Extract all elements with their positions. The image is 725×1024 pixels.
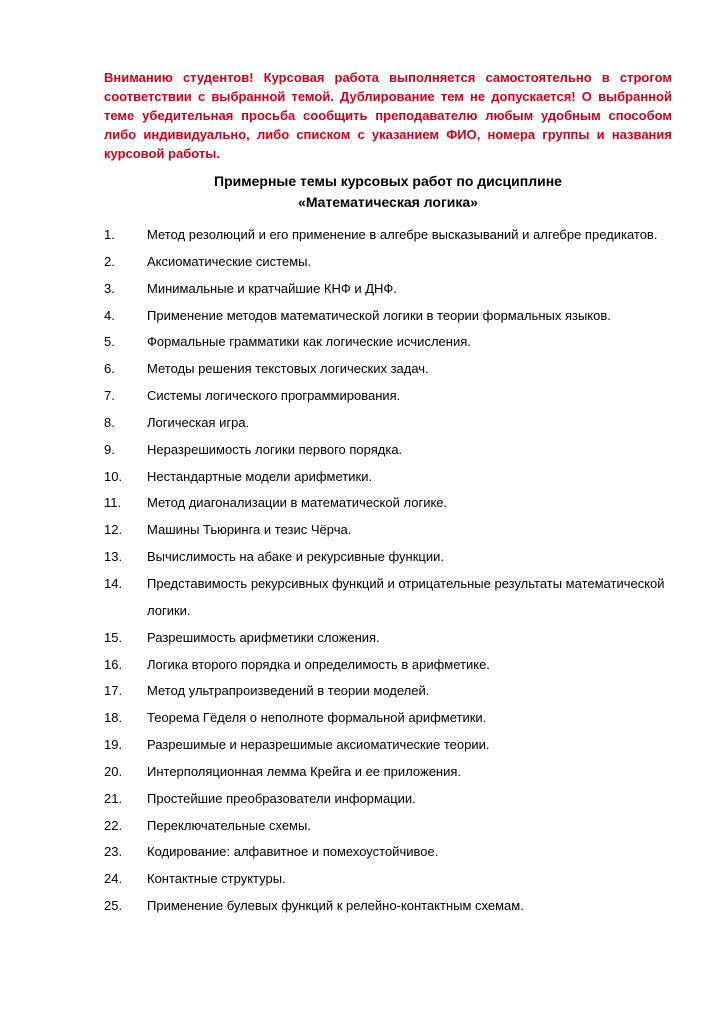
list-item-number: 9. xyxy=(104,441,115,457)
list-item xyxy=(104,383,674,410)
list-item-text: Применение булевых функций к релейно-контактным схемам. xyxy=(147,898,524,914)
list-item xyxy=(104,571,674,625)
list-item xyxy=(104,356,674,383)
list-item-text: Аксиоматические системы. xyxy=(147,253,312,269)
list-item-number: 25. xyxy=(104,898,123,914)
page-title xyxy=(104,171,672,213)
list-item-text: Нестандартные модели арифметики. xyxy=(147,468,373,484)
list-item xyxy=(104,464,674,491)
list-item xyxy=(104,786,674,813)
list-item-number: 8. xyxy=(104,414,115,430)
list-item-text: Переключательные схемы. xyxy=(147,817,311,833)
list-item xyxy=(104,732,674,759)
list-item-number: 12. xyxy=(104,522,123,538)
list-item-number: 2. xyxy=(104,253,115,269)
list-item xyxy=(104,813,674,840)
list-item xyxy=(104,759,674,786)
list-item xyxy=(104,249,674,276)
list-item-number: 20. xyxy=(104,763,123,779)
list-item xyxy=(104,329,674,356)
list-item-text: Системы логического программирования. xyxy=(147,388,401,404)
list-item-number: 17. xyxy=(104,683,123,699)
list-item-text: Логика второго порядка и определимость в арифметике. xyxy=(147,656,490,672)
list-item-text: Метод резолюций и его применение в алгебре высказываний и алгебре предикатов. xyxy=(147,227,658,242)
page-title-line-1: Примерные темы курсовых работ по дисциплине xyxy=(214,173,562,189)
list-item-text: Метод ультрапроизведений в теории моделей. xyxy=(147,683,430,699)
list-item-text: Разрешимость арифметики сложения. xyxy=(147,629,380,645)
list-item xyxy=(104,866,674,893)
list-item xyxy=(104,490,674,517)
page-title-line-2: «Математическая логика» xyxy=(298,194,478,210)
list-item-text: Разрешимые и неразрешимые аксиоматические теории. xyxy=(147,737,490,753)
list-item-number: 16. xyxy=(104,656,123,672)
list-item xyxy=(104,705,674,732)
list-item-number: 15. xyxy=(104,629,123,645)
list-item-number: 13. xyxy=(104,549,123,565)
list-item-text: Кодирование: алфавитное и помехоустойчивое. xyxy=(147,844,439,860)
list-item-number: 24. xyxy=(104,871,123,887)
list-item xyxy=(104,544,674,571)
list-item-number: 1. xyxy=(104,227,115,242)
list-item-text: Формальные грамматики как логические исчисления. xyxy=(147,334,471,350)
students-notice: Вниманию студентов! Курсовая работа выполняется самостоятельно в строгом соответствии с выбранной темой. Дублирование тем не допускается! О выбранной теме убедительная просьба сообщить преподавателю любым удобным способом либо индивидуально, либо списком с указанием ФИО, номера группы и названия курсовой работы. xyxy=(104,70,672,161)
list-item xyxy=(104,303,674,330)
list-item-number: 7. xyxy=(104,388,115,404)
list-item-text: Контактные структуры. xyxy=(147,871,286,887)
list-item xyxy=(104,410,674,437)
list-item-text: Применение методов математической логики в теории формальных языков. xyxy=(147,307,611,323)
list-item-text: Теорема Гёделя о неполноте формальной арифметики. xyxy=(147,710,487,726)
list-item-text: Минимальные и кратчайшие КНФ и ДНФ. xyxy=(147,280,397,296)
list-item-text: Неразрешимость логики первого порядка. xyxy=(147,441,403,457)
list-item-number: 23. xyxy=(104,844,123,860)
list-item-text: Вычислимость на абаке и рекурсивные функции. xyxy=(147,549,444,565)
list-item xyxy=(104,839,674,866)
list-item-number: 22. xyxy=(104,817,123,833)
list-item-text: Простейшие преобразователи информации. xyxy=(147,790,416,806)
list-item xyxy=(104,652,674,679)
list-item-number: 4. xyxy=(104,307,115,323)
topics-list xyxy=(104,222,674,920)
list-item-number: 21. xyxy=(104,790,123,806)
list-item-text: Методы решения текстовых логических задач. xyxy=(147,361,429,377)
list-item xyxy=(104,437,674,464)
list-item xyxy=(104,678,674,705)
list-item xyxy=(104,893,674,920)
list-item xyxy=(104,517,674,544)
list-item xyxy=(104,222,674,249)
list-item-number: 5. xyxy=(104,334,115,350)
list-item-number: 6. xyxy=(104,361,115,377)
list-item-number: 11. xyxy=(104,495,122,511)
list-item-text: Метод диагонализации в математической логике. xyxy=(147,495,448,511)
list-item-text: Логическая игра. xyxy=(147,414,250,430)
list-item-number: 14. xyxy=(104,575,123,591)
list-item-number: 19. xyxy=(104,737,123,753)
list-item-number: 18. xyxy=(104,710,123,726)
list-item-text: Интерполяционная лемма Крейга и ее приложения. xyxy=(147,763,462,779)
list-item-text: Машины Тьюринга и тезис Чёрча. xyxy=(147,522,352,538)
list-item xyxy=(104,276,674,303)
list-item-number: 10. xyxy=(104,468,123,484)
list-item xyxy=(104,625,674,652)
list-item-text: Представимость рекурсивных функций и отрицательные результаты математической логики. xyxy=(147,575,665,618)
list-item-number: 3. xyxy=(104,280,115,296)
